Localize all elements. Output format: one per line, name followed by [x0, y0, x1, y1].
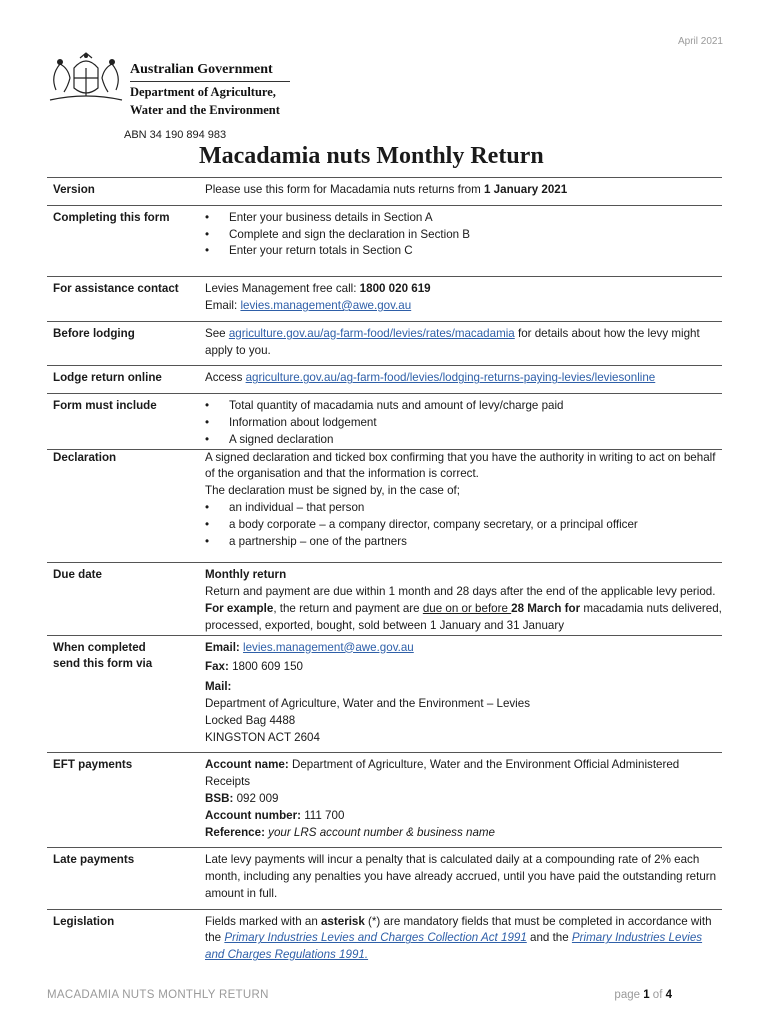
mail-label: Mail:: [205, 680, 232, 694]
completing-list: [205, 210, 722, 260]
before-pre: See: [205, 326, 229, 340]
list-item: • Complete and sign the declaration in Section B: [229, 227, 722, 244]
declaration-list: [205, 500, 722, 550]
assistance-email-link[interactable]: levies.management@awe.gov.au: [240, 298, 412, 312]
form-info-table: [47, 177, 722, 970]
table-row-lodge-online: [47, 366, 722, 394]
table-row-version: [47, 178, 722, 206]
row-label: Version: [47, 178, 199, 206]
department-name-line2: Water and the Environment: [130, 103, 280, 117]
macadamia-rates-link[interactable]: agriculture.gov.au/ag-farm-food/levies/rates/macadamia: [228, 326, 515, 340]
row-label: Declaration: [47, 449, 199, 563]
table-row-legislation: [47, 909, 722, 970]
row-content: [199, 321, 722, 366]
due-heading: Monthly return: [205, 568, 287, 582]
page-of: of: [649, 989, 666, 1001]
page-title: Macadamia nuts Monthly Return: [199, 143, 544, 169]
row-content: Late levy payments will incur a penalty that is calculated daily at a compounding rate of 2% each month, including any penalties you have already accrued, until you have paid the outstanding return amount in full.: [199, 848, 722, 909]
bsb-label: BSB:: [205, 791, 234, 805]
mail-address-line3: KINGSTON ACT 2604: [205, 730, 320, 744]
footer-document-name: MACADAMIA NUTS MONTHLY RETURN: [47, 989, 269, 1001]
levies-collection-act-link[interactable]: Primary Industries Levies and Charges Collection Act 1991: [224, 931, 527, 945]
asterisk-word: asterisk: [320, 914, 365, 928]
table-row-form-must-include: [47, 394, 722, 449]
due-example-text: , the return and payment are: [273, 601, 423, 615]
bsb-number: 092 009: [233, 791, 279, 805]
account-name: Department of Agriculture, Water and the Environment Official Administered Receipts: [205, 758, 680, 789]
row-content: [199, 178, 722, 206]
row-content: [199, 205, 722, 276]
department-name-line1: Department of Agriculture,: [130, 85, 276, 99]
table-row-declaration: [47, 449, 722, 563]
table-row-before-lodging: [47, 321, 722, 366]
email-label: Email:: [205, 298, 241, 312]
page-word: page: [614, 989, 644, 1001]
row-label: Late payments: [47, 848, 199, 909]
table-row-send: [47, 635, 722, 753]
abn-number: ABN 34 190 894 983: [124, 129, 227, 141]
document-date: April 2021: [677, 36, 723, 47]
fax-number: 1800 609 150: [228, 660, 303, 674]
mail-address-line2: Locked Bag 4488: [205, 713, 296, 727]
fax-label: Fax:: [205, 660, 229, 674]
send-email-label: Email:: [205, 640, 244, 654]
row-label: Form must include: [47, 394, 199, 449]
government-name: Australian Government: [130, 62, 290, 82]
legislation-and: and the: [526, 931, 572, 945]
list-item: • Enter your business details in Section A: [229, 210, 722, 227]
list-item: • A signed declaration: [229, 432, 722, 449]
include-list: [205, 398, 722, 448]
phone-number: 1800 020 619: [359, 282, 431, 296]
row-content: [199, 635, 722, 753]
row-label: [47, 635, 199, 753]
row-label: For assistance contact: [47, 277, 199, 322]
row-label: Completing this form: [47, 205, 199, 276]
row-label: Before lodging: [47, 321, 199, 366]
due-example-tail: macadamia nuts delivered, processed, exported, bought, sold between 1 January and 31 January: [205, 601, 722, 632]
list-item: • a body corporate – a company director, company secretary, or a principal officer: [229, 517, 722, 534]
levies-regulations-link[interactable]: Primary Industries Levies and Charges Regulations 1991.: [205, 931, 703, 962]
reference-text: your LRS account number & business name: [264, 825, 496, 839]
government-identifier: [130, 62, 290, 118]
list-item: • Total quantity of macadamia nuts and amount of levy/charge paid: [229, 398, 722, 415]
legislation-mid: (*) are mandatory fields that must be completed in accordance with the: [205, 914, 712, 945]
phone-label: Levies Management free call:: [205, 282, 360, 296]
send-email-link[interactable]: levies.management@awe.gov.au: [243, 640, 414, 654]
row-content: [199, 394, 722, 449]
due-text: Return and payment are due within 1 month and 28 days after the end of the applicable levy period.: [205, 585, 716, 599]
list-item: • an individual – that person: [229, 500, 722, 517]
table-row-eft: [47, 753, 722, 848]
row-label: EFT payments: [47, 753, 199, 848]
list-item: • Information about lodgement: [229, 415, 722, 432]
list-item: • a partnership – one of the partners: [229, 534, 722, 551]
levies-online-link[interactable]: agriculture.gov.au/ag-farm-food/levies/lodging-returns-paying-levies/leviesonline: [245, 371, 656, 385]
table-row-due-date: [47, 563, 722, 635]
row-content: [199, 753, 722, 848]
account-number: 111 700: [300, 808, 345, 822]
row-content: [199, 277, 722, 322]
send-label-line1: When completed: [53, 640, 146, 654]
declaration-signer-intro: The declaration must be signed by, in the case of;: [205, 484, 460, 498]
due-example-underline: due on or before: [422, 601, 512, 615]
footer-page-number: [614, 989, 672, 1001]
table-row-assistance: [47, 277, 722, 322]
list-item: • Enter your return totals in Section C: [229, 243, 722, 260]
row-label: Due date: [47, 563, 199, 635]
row-content: [199, 366, 722, 394]
row-label: Lodge return online: [47, 366, 199, 394]
row-content: [199, 909, 722, 970]
account-number-label: Account number:: [205, 808, 301, 822]
due-example-label: For example: [205, 601, 274, 615]
before-post: for details about how the levy might apply to you.: [205, 326, 700, 357]
row-content: [199, 449, 722, 563]
due-example-date: 28 March for: [511, 601, 581, 615]
send-label-line2: send this form via: [53, 657, 153, 671]
account-name-label: Account name:: [205, 758, 289, 772]
row-label: Legislation: [47, 909, 199, 970]
table-row-completing: [47, 205, 722, 276]
mail-address-line1: Department of Agriculture, Water and the Environment – Levies: [205, 696, 531, 710]
online-pre: Access: [205, 371, 246, 385]
current-page: 1: [643, 989, 650, 1001]
declaration-text: A signed declaration and ticked box confirming that you have the authority in writing to act on behalf of the organisation and that the information is correct.: [205, 450, 716, 481]
table-row-late-payments: [47, 848, 722, 909]
version-date: 1 January 2021: [484, 183, 568, 196]
legislation-pre: Fields marked with an: [205, 914, 321, 928]
reference-label: Reference:: [205, 825, 265, 839]
total-pages: 4: [665, 989, 672, 1001]
version-text: Please use this form for Macadamia nuts returns from: [205, 183, 485, 196]
coat-of-arms-logo: [46, 50, 126, 106]
row-content: [199, 563, 722, 635]
